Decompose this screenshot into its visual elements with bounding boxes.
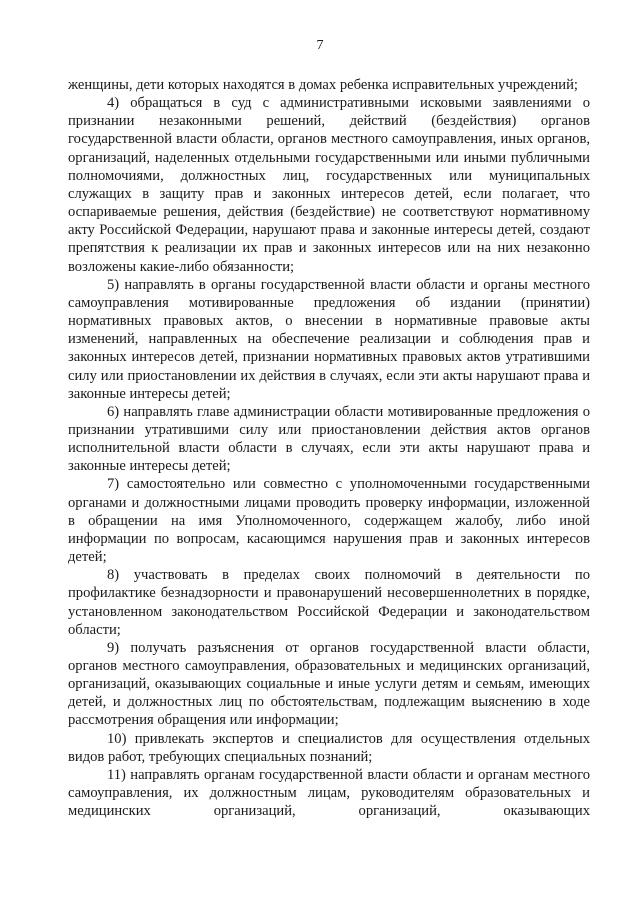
paragraph-item-11: 11) направлять органам государственной власти области и органам местного самоуправления, их должностным лицам, руководителям образовательных и медицинских организаций, организаций, оказывающих	[68, 766, 590, 820]
paragraph-item-10: 10) привлекать экспертов и специалистов для осуществления отдельных видов работ, требующих специальных познаний;	[68, 730, 590, 765]
document-body	[68, 76, 590, 820]
paragraph-item-8: 8) участвовать в пределах своих полномочий в деятельности по профилактике безнадзорности и правонарушений несовершеннолетних в порядке, установленном законодательством Российской Федерации и законодательством области;	[68, 567, 590, 638]
paragraph-item-4: 4) обращаться в суд с административными исковыми заявлениями о признании незаконными решений, действий (бездействия) органов государственной власти области, органов местного самоуправления, иных органов, организаций, наделенных отдельными государственными или иными публичными полномочиями, должностных лиц, государственных или муниципальных служащих в защиту прав и законных интересов детей, если полагает, что оспариваемые решения, действия (бездействие) не соответствуют нормативному акту Российской Федерации, нарушают права и законные интересы детей, создают препятствия к реализации их прав и законных интересов или на них незаконно возложены какие-либо обязанности;	[68, 95, 590, 275]
paragraph-item-5: 5) направлять в органы государственной власти области и органы местного самоуправления мотивированные предложения об издании (принятии) нормативных правовых актов, о внесении в нормативные правовые акты изменений, направленных на обеспечение реализации и соблюдения прав и законных интересов детей, признании нормативных правовых актов утратившими силу или приостановлении их действия в случаях, если эти акты нарушают права и законные интересы детей;	[68, 276, 590, 402]
paragraph-item-6: 6) направлять главе администрации области мотивированные предложения о признании утратившими силу или приостановлении действия актов органов исполнительной власти области в случаях, если эти акты нарушают права и законные интересы детей;	[68, 403, 590, 475]
paragraph-continuation: женщины, дети которых находятся в домах ребенка исправительных учреждений;	[68, 77, 578, 93]
paragraph-item-9: 9) получать разъяснения от органов государственной власти области, органов местного самоуправления, образовательных и медицинских организаций, организаций, оказывающих социальные и иные услуги детям и семьям, имеющих детей, и должностных лиц по обстоятельствам, подлежащим выяснению в ходе рассмотрения обращения или информации;	[68, 639, 590, 729]
page-number: 7	[316, 38, 324, 53]
paragraph-item-7: 7) самостоятельно или совместно с уполномоченными государственными органами и должностными лицами проводить проверку информации, изложенной в обращении на имя Уполномоченного, содержащем жалобу, либо иной информации по вопросам, касающимся нарушения прав и законных интересов детей;	[68, 476, 590, 566]
